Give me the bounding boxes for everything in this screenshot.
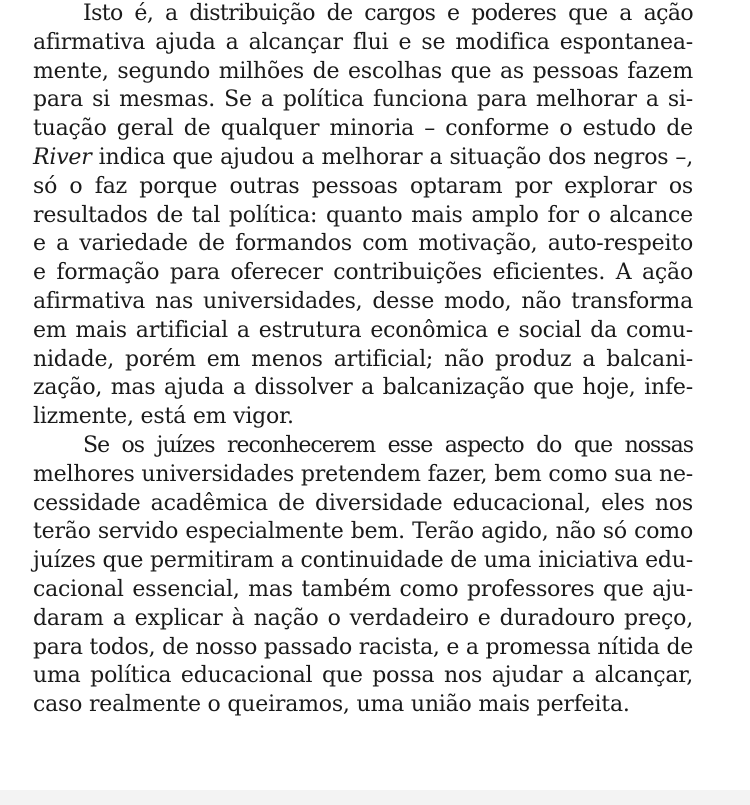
- paragraph-1-line: e a variedade de formandos com motivação, auto-respeito: [33, 231, 693, 257]
- paragraph-1-line: Isto é, a distribuição de cargos e poderes que a ação: [83, 1, 693, 26]
- paragraph-1-line-rest: indica que ajudou a melhorar a situação dos negros –,: [98, 144, 694, 170]
- bottom-strip: [0, 790, 750, 805]
- paragraph-2-line: cessidade acadêmica de diversidade educacional, eles nos: [33, 490, 693, 516]
- paragraph-2-line: uma política educacional que possa nos ajudar a alcançar,: [33, 663, 693, 689]
- body-text: [33, 0, 693, 720]
- paragraph-1-line: mente, segundo milhões de escolhas que as pessoas fazem: [33, 58, 693, 84]
- paragraph-2-line: daram a explicar à nação o verdadeiro e duradouro preço,: [33, 605, 693, 631]
- paragraph-2-line: juízes que permitiram a continuidade de uma iniciativa edu-: [33, 548, 693, 574]
- italic-word: River: [33, 144, 92, 170]
- paragraph-1-line: lizmente, está em vigor.: [33, 404, 294, 430]
- paragraph-2-line: terão servido especialmente bem. Terão agido, não só como: [33, 519, 693, 545]
- paragraph-1-line: tuação geral de qualquer minoria – conforme o estudo de: [33, 116, 693, 142]
- paragraph-1-line-with-italic: [33, 144, 693, 173]
- paragraph-1-line: afirmativa nas universidades, desse modo, não transforma: [33, 288, 693, 314]
- paragraph-1-line: para si mesmas. Se a política funciona para melhorar a si-: [33, 87, 693, 113]
- paragraph-2-line: melhores universidades pretendem fazer, bem como sua ne-: [33, 461, 693, 487]
- paragraph-1-line: e formação para oferecer contribuições eficientes. A ação: [33, 260, 693, 286]
- paragraph-1-line: nidade, porém em menos artificial; não produz a balcani-: [33, 346, 693, 372]
- paragraph-1-line: afirmativa ajuda a alcançar flui e se modifica espontanea-: [33, 29, 693, 55]
- paragraph-2-line: Se os juízes reconhecerem esse aspecto do que nossas: [83, 432, 693, 458]
- paragraph-1-line: em mais artificial a estrutura econômica e social da comu-: [33, 317, 693, 343]
- paragraph-2-line: cacional essencial, mas também como professores que aju-: [33, 576, 693, 602]
- paragraph-1-line: só o faz porque outras pessoas optaram por explorar os: [33, 173, 693, 199]
- paragraph-2-line: para todos, de nosso passado racista, e a promessa nítida de: [33, 634, 693, 660]
- paragraph-1-line: resultados de tal política: quanto mais amplo for o alcance: [33, 202, 693, 228]
- paragraph-2-line: caso realmente o queiramos, uma união mais perfeita.: [33, 692, 630, 718]
- paragraph-1-line: zação, mas ajuda a dissolver a balcanização que hoje, infe-: [33, 375, 693, 401]
